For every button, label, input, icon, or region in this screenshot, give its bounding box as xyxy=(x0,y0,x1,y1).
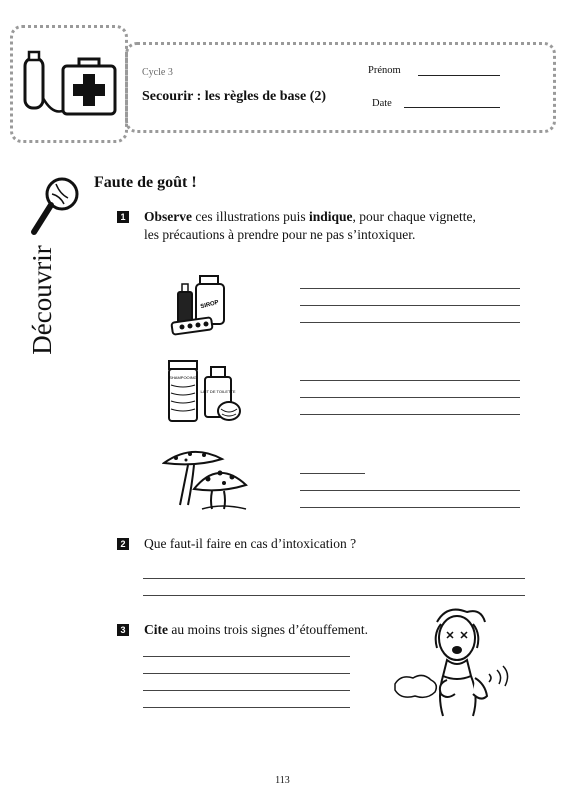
prenom-label: Prénom xyxy=(368,65,401,76)
first-aid-kit-icon xyxy=(13,28,125,140)
medicine-illustration xyxy=(170,270,235,338)
sirop-label: SIROP xyxy=(199,299,220,311)
answer-line[interactable] xyxy=(300,380,520,381)
answer-line[interactable] xyxy=(143,690,350,691)
q1-bold-indique: indique xyxy=(309,209,353,224)
answer-line[interactable] xyxy=(300,414,520,415)
answer-line[interactable] xyxy=(143,673,350,674)
q1-text xyxy=(144,208,484,244)
q1-text-line2: les précautions à prendre pour ne pas s’intoxiquer. xyxy=(144,227,416,242)
q2-number: 2 xyxy=(117,538,129,550)
prenom-field[interactable] xyxy=(418,75,500,76)
side-label: Découvrir xyxy=(27,245,57,355)
q3-number: 3 xyxy=(117,624,129,636)
answer-line[interactable] xyxy=(300,322,520,323)
answer-line[interactable] xyxy=(300,490,520,491)
answer-line[interactable] xyxy=(300,288,520,289)
date-field[interactable] xyxy=(404,107,500,108)
answer-line[interactable] xyxy=(300,507,520,508)
header-info-box xyxy=(125,42,556,133)
q3-bold-cite: Cite xyxy=(144,622,168,637)
answer-line[interactable] xyxy=(300,473,365,474)
toiletries-illustration xyxy=(165,355,245,427)
answer-line[interactable] xyxy=(143,707,350,708)
q2-text: Que faut-il faire en cas d’intoxication ? xyxy=(144,536,357,551)
shampooing-label: SHAMPOOING xyxy=(169,375,197,380)
page-number: 113 xyxy=(275,775,290,786)
q3-text-rest: au moins trois signes d’étouffement. xyxy=(168,622,368,637)
answer-line[interactable] xyxy=(300,305,520,306)
answer-line[interactable] xyxy=(143,578,525,579)
choking-person-illustration xyxy=(385,600,525,730)
section-title: Faute de goût ! xyxy=(94,174,197,191)
page-title: Secourir : les règles de base (2) xyxy=(142,89,327,104)
header-icon-box xyxy=(10,25,128,143)
cycle-label: Cycle 3 xyxy=(142,67,173,78)
answer-line[interactable] xyxy=(143,656,350,657)
q1-bold-observe: Observe xyxy=(144,209,192,224)
q1-number: 1 xyxy=(117,211,129,223)
mushrooms-illustration xyxy=(162,445,248,513)
date-label: Date xyxy=(372,98,392,109)
answer-line[interactable] xyxy=(143,595,525,596)
answer-line[interactable] xyxy=(300,397,520,398)
q3-text xyxy=(144,621,368,639)
q1-text-mid: ces illustrations puis xyxy=(192,209,309,224)
q1-text-end: , pour chaque vignette, xyxy=(352,209,476,224)
lait-label: LAIT DE TOILETTE xyxy=(200,389,236,394)
